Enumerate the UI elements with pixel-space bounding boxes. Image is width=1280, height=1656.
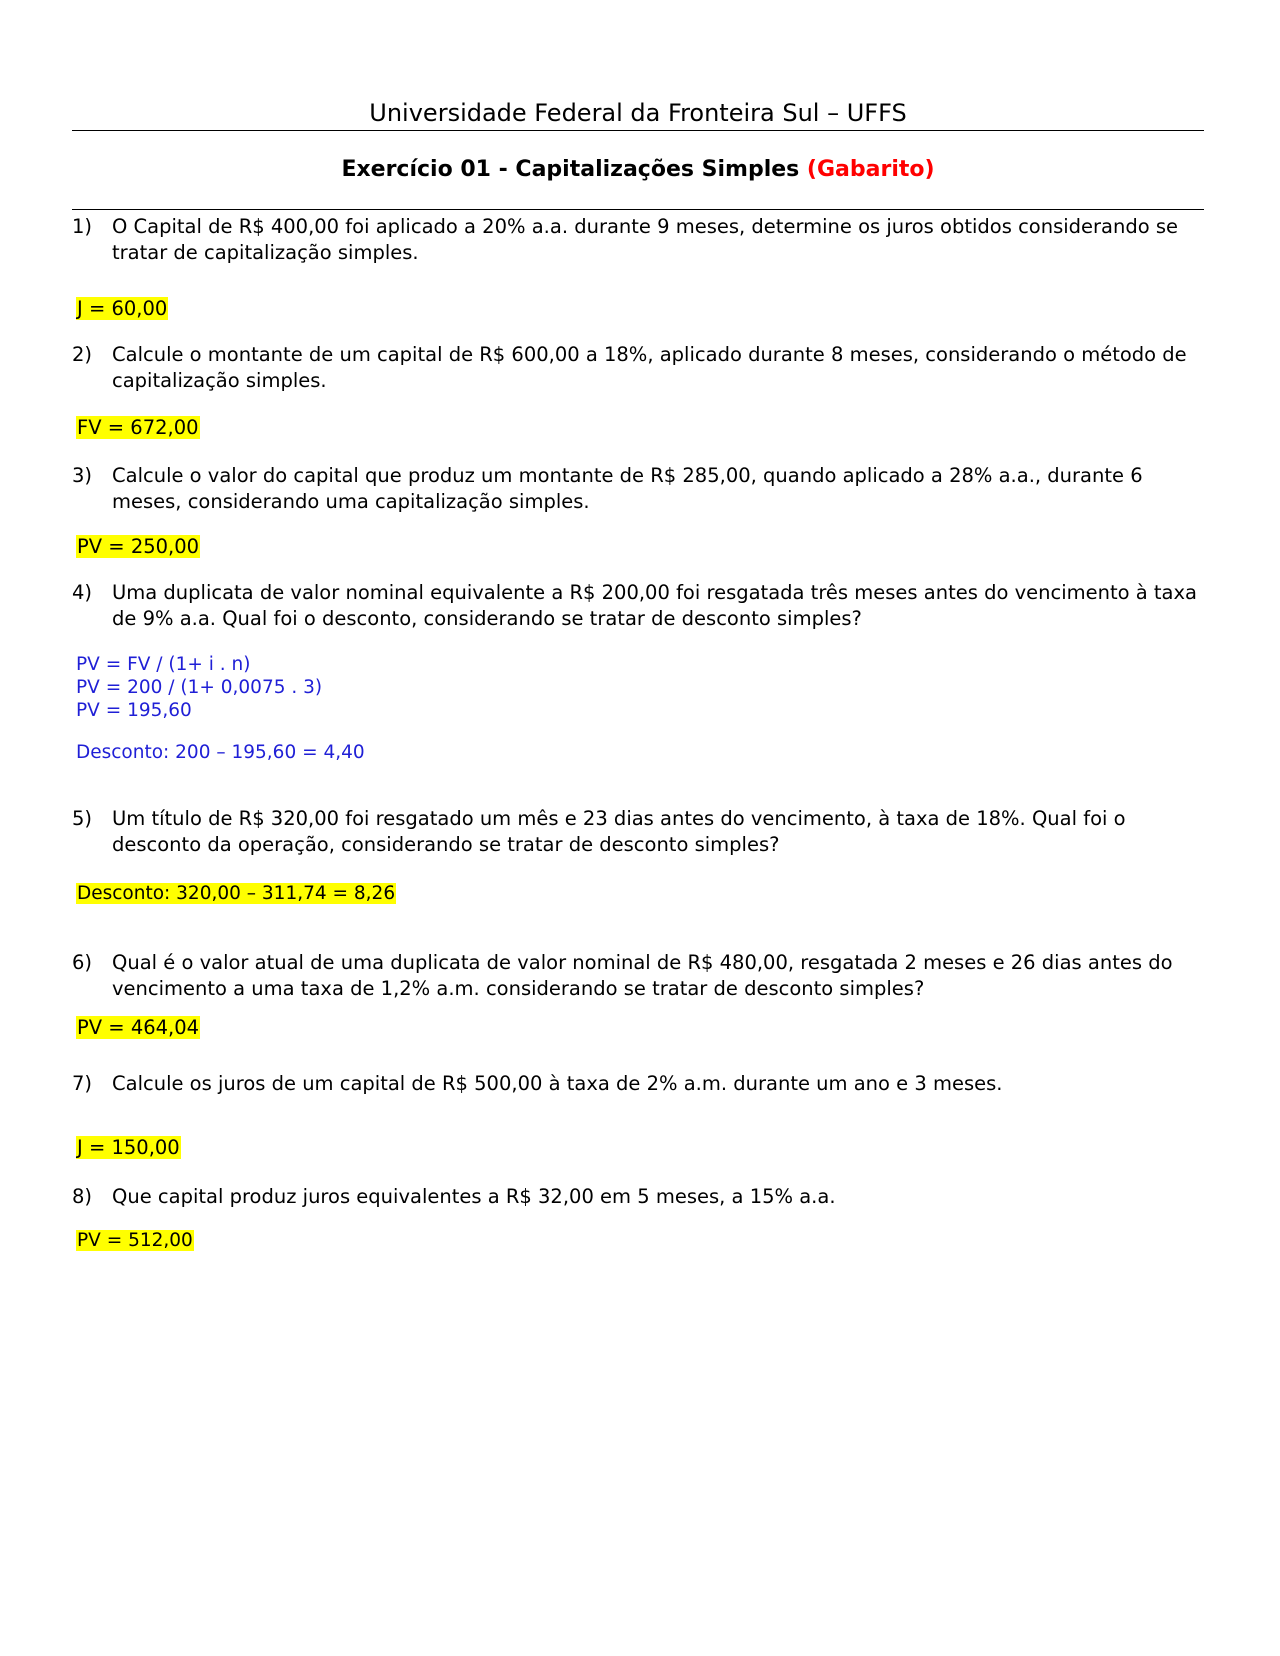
question-text: Calcule o montante de um capital de R$ 600,00 a 18%, aplicado durante 8 meses, considerando o método de capitalização simples.	[112, 343, 1187, 392]
answer-7	[76, 1136, 181, 1160]
question-number: 7)	[72, 1072, 93, 1095]
question-2	[72, 342, 1204, 394]
question-1	[72, 214, 1204, 266]
answer-key-tag: (Gabarito)	[806, 157, 935, 182]
answer-highlight: Desconto: 320,00 – 311,74 = 8,26	[77, 883, 396, 904]
question-number: 5)	[72, 807, 93, 830]
answer-5	[76, 882, 396, 906]
header-divider	[72, 130, 1204, 131]
answer-3	[76, 535, 200, 559]
question-text: Um título de R$ 320,00 foi resgatado um mês e 23 dias antes do vencimento, à taxa de 18%. Qual foi o desconto da operação, considerando se tratar de desconto simples?	[112, 807, 1126, 856]
exercise-title	[72, 156, 1204, 184]
question-number: 4)	[72, 581, 93, 604]
question-number: 6)	[72, 951, 93, 974]
question-3	[72, 463, 1204, 515]
answer-highlight: J = 150,00	[77, 1136, 180, 1159]
title-divider	[72, 209, 1204, 210]
answer-highlight: J = 60,00	[77, 297, 168, 320]
title-text: Exercício 01 - Capitalizações Simples	[341, 157, 800, 182]
question-text: Calcule o valor do capital que produz um montante de R$ 285,00, quando aplicado a 28% a.a., durante 6 meses, considerando uma capitalização simples.	[112, 464, 1143, 513]
question-7	[72, 1071, 1204, 1097]
question-5	[72, 806, 1204, 858]
question-6	[72, 950, 1204, 1002]
question-text: Que capital produz juros equivalentes a R$ 32,00 em 5 meses, a 15% a.a.	[112, 1185, 836, 1208]
question-number: 1)	[72, 215, 93, 238]
answer-6	[76, 1016, 200, 1040]
question-8	[72, 1184, 1204, 1210]
working-line-1: PV = FV / (1+ i . n)	[76, 654, 251, 675]
question-number: 3)	[72, 464, 93, 487]
question-4	[72, 580, 1204, 632]
question-number: 8)	[72, 1185, 93, 1208]
working-line-2: PV = 200 / (1+ 0,0075 . 3)	[76, 677, 323, 698]
question-text: Calcule os juros de um capital de R$ 500,00 à taxa de 2% a.m. durante um ano e 3 meses.	[112, 1072, 1003, 1095]
answer-1	[76, 297, 168, 321]
answer-highlight: PV = 464,04	[77, 1016, 200, 1039]
answer-highlight: PV = 512,00	[77, 1230, 193, 1251]
working-line-3: PV = 195,60	[76, 700, 192, 721]
answer-4: Desconto: 200 – 195,60 = 4,40	[76, 742, 365, 763]
answer-highlight: PV = 250,00	[77, 535, 200, 558]
answer-8	[76, 1229, 194, 1253]
answer-2	[76, 416, 200, 440]
question-text: Qual é o valor atual de uma duplicata de valor nominal de R$ 480,00, resgatada 2 meses e 26 dias antes do vencimento a uma taxa de 1,2% a.m. considerando se tratar de desconto simples?	[112, 951, 1173, 1000]
question-number: 2)	[72, 343, 93, 366]
question-text: Uma duplicata de valor nominal equivalente a R$ 200,00 foi resgatada três meses antes do vencimento à taxa de 9% a.a. Qual foi o desconto, considerando se tratar de desconto simples?	[112, 581, 1197, 630]
institution-header: Universidade Federal da Fronteira Sul – UFFS	[369, 99, 907, 127]
answer-highlight: FV = 672,00	[77, 416, 199, 439]
question-text: O Capital de R$ 400,00 foi aplicado a 20% a.a. durante 9 meses, determine os juros obtidos considerando se tratar de capitalização simples.	[112, 215, 1179, 264]
